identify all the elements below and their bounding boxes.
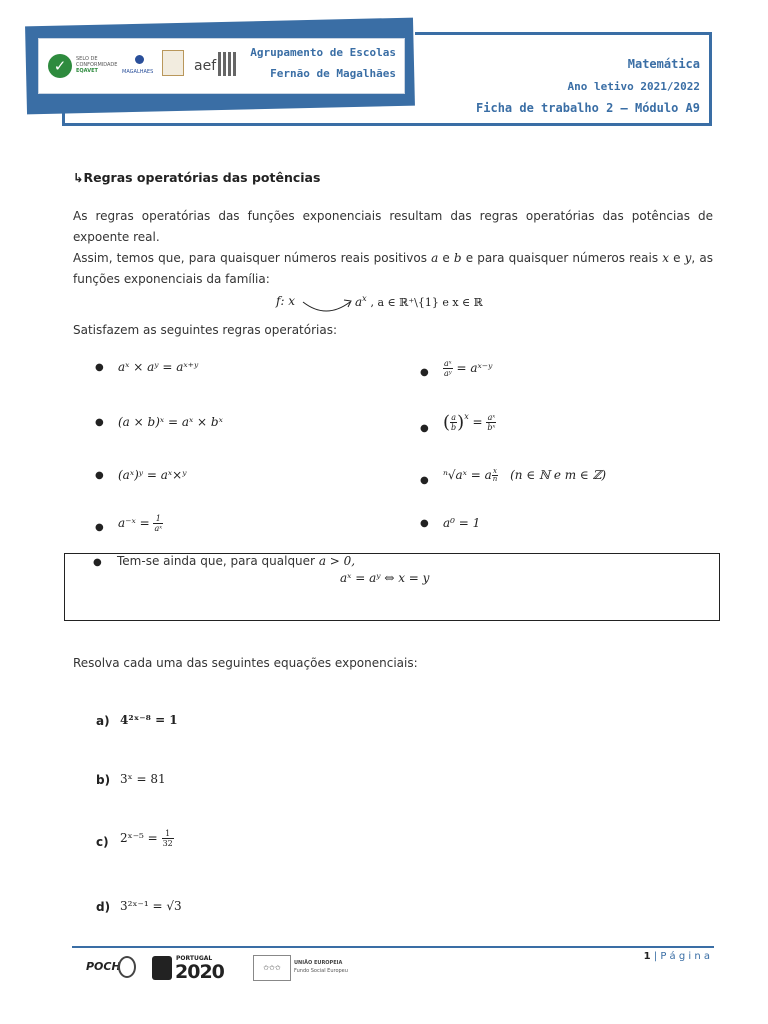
eu-flag-icon: ✩✩✩ — [253, 955, 291, 981]
rule-product-same-exponent: (a × b)ˣ = aˣ × bˣ — [118, 415, 223, 429]
school-name-line1: Agrupamento de Escolas — [250, 46, 396, 59]
bullet-icon: ● — [420, 475, 429, 486]
exercise-equation-b: 3ˣ = 81 — [120, 772, 166, 786]
page-number-label: 1 | P á g i n a — [643, 951, 710, 962]
worksheet-title: Ficha de trabalho 2 – Módulo A9 — [476, 101, 700, 115]
bullet-icon: ● — [95, 362, 104, 373]
bullet-icon: ● — [95, 470, 104, 481]
rule-quotient-same-base: $\frac{\text{aˣ}}{\text{aʸ}}$ = aˣ⁻ʸ — [444, 359, 493, 378]
eqavet-logo-text: SELO DE CONFORMIDADE EQAVET — [76, 56, 118, 74]
magalhaes-logo-icon — [135, 55, 144, 64]
exercise-label-a: a) — [96, 714, 110, 728]
school-name-line2: Fernão de Magalhães — [270, 67, 396, 80]
bullet-icon: ● — [420, 423, 429, 434]
rule-product-same-base: aˣ × aʸ = aˣ⁺ʸ — [118, 360, 199, 374]
rule-power-of-power: (aˣ)ʸ = aˣ×ʸ — [118, 468, 187, 482]
footer-divider — [72, 946, 714, 948]
exercise-equation-d: 3²ˣ⁻¹ = √3 — [120, 899, 182, 913]
eu-logo-line1: UNIÃO EUROPEIA — [294, 960, 343, 966]
portugal-2020-logo: 2020 — [175, 961, 224, 983]
function-family-expression: $a^x$ , a ∈ ℝ⁺\{1} e x ∈ ℝ — [355, 294, 483, 309]
rule-root-as-power: ⁿ√aˣ = a $\frac{x}{n}$ (n ∈ ℕ e m ∈ ℤ) — [443, 467, 607, 483]
intro-paragraph: As regras operatórias das funções exponenciais resultam das regras operatórias das potências de expoente real. — [73, 209, 713, 244]
poch-logo: POCH — [86, 960, 121, 973]
school-crest-icon — [162, 50, 184, 76]
exercise-equation-c: 2ˣ⁻⁵ = $\frac{1}{32}$ — [120, 829, 173, 848]
poch-figure-icon — [118, 956, 136, 978]
portugal-logo-label: PORTUGAL — [176, 955, 213, 962]
section-heading — [73, 170, 320, 185]
box-equivalence: aˣ = aʸ ⇔ x = y — [340, 571, 430, 585]
aef-logo-text: aef — [194, 58, 217, 74]
portugal-2020-emblem-icon — [152, 956, 172, 980]
rules-intro: Satisfazem as seguintes regras operatórias: — [73, 323, 338, 337]
rule-zero-exponent: a⁰ = 1 — [443, 516, 481, 530]
magalhaes-logo-text: MAGALHAES — [122, 69, 154, 75]
mapping-arrow-icon — [300, 294, 356, 316]
exercise-equation-a: 4²ˣ⁻⁸ = 1 — [120, 713, 178, 727]
bullet-icon: ● — [420, 518, 429, 529]
exercise-label-d: d) — [96, 900, 111, 914]
exercise-label-b: b) — [96, 773, 111, 787]
bullet-icon: ● — [95, 522, 104, 533]
bullet-icon: ● — [420, 367, 429, 378]
right-arrow-icon: ↳ — [73, 170, 84, 185]
rule-quotient-same-exponent: ( $\frac{a}{b}$ )$^x$ = $\frac{\text{aˣ}}{\text{bˣ}}$ — [443, 412, 496, 433]
bullet-icon: ● — [93, 557, 102, 568]
exercise-intro: Resolva cada uma das seguintes equações exponenciais: — [73, 656, 418, 670]
rule-negative-exponent: a⁻ˣ = $\frac{1}{\text{aˣ}}$ — [118, 514, 163, 533]
bullet-icon: ● — [95, 417, 104, 428]
section-title: Regras operatórias das potências — [83, 170, 321, 185]
aef-building-icon — [218, 52, 238, 76]
exercise-label-c: c) — [96, 835, 109, 849]
assumptions-paragraph: Assim, temos que, para quaisquer números reais positivos a e b e para quaisquer números reais x e y, as funções exponenciais da família: — [73, 251, 713, 286]
subject-title: Matemática — [627, 57, 700, 71]
eu-logo-line2: Fundo Social Europeu — [294, 968, 348, 974]
eqavet-check-icon: ✓ — [48, 54, 72, 78]
box-condition: Tem-se ainda que, para qualquer a > 0, — [117, 554, 356, 568]
function-family-name: f: x — [276, 294, 296, 308]
school-year: Ano letivo 2021/2022 — [567, 80, 700, 93]
